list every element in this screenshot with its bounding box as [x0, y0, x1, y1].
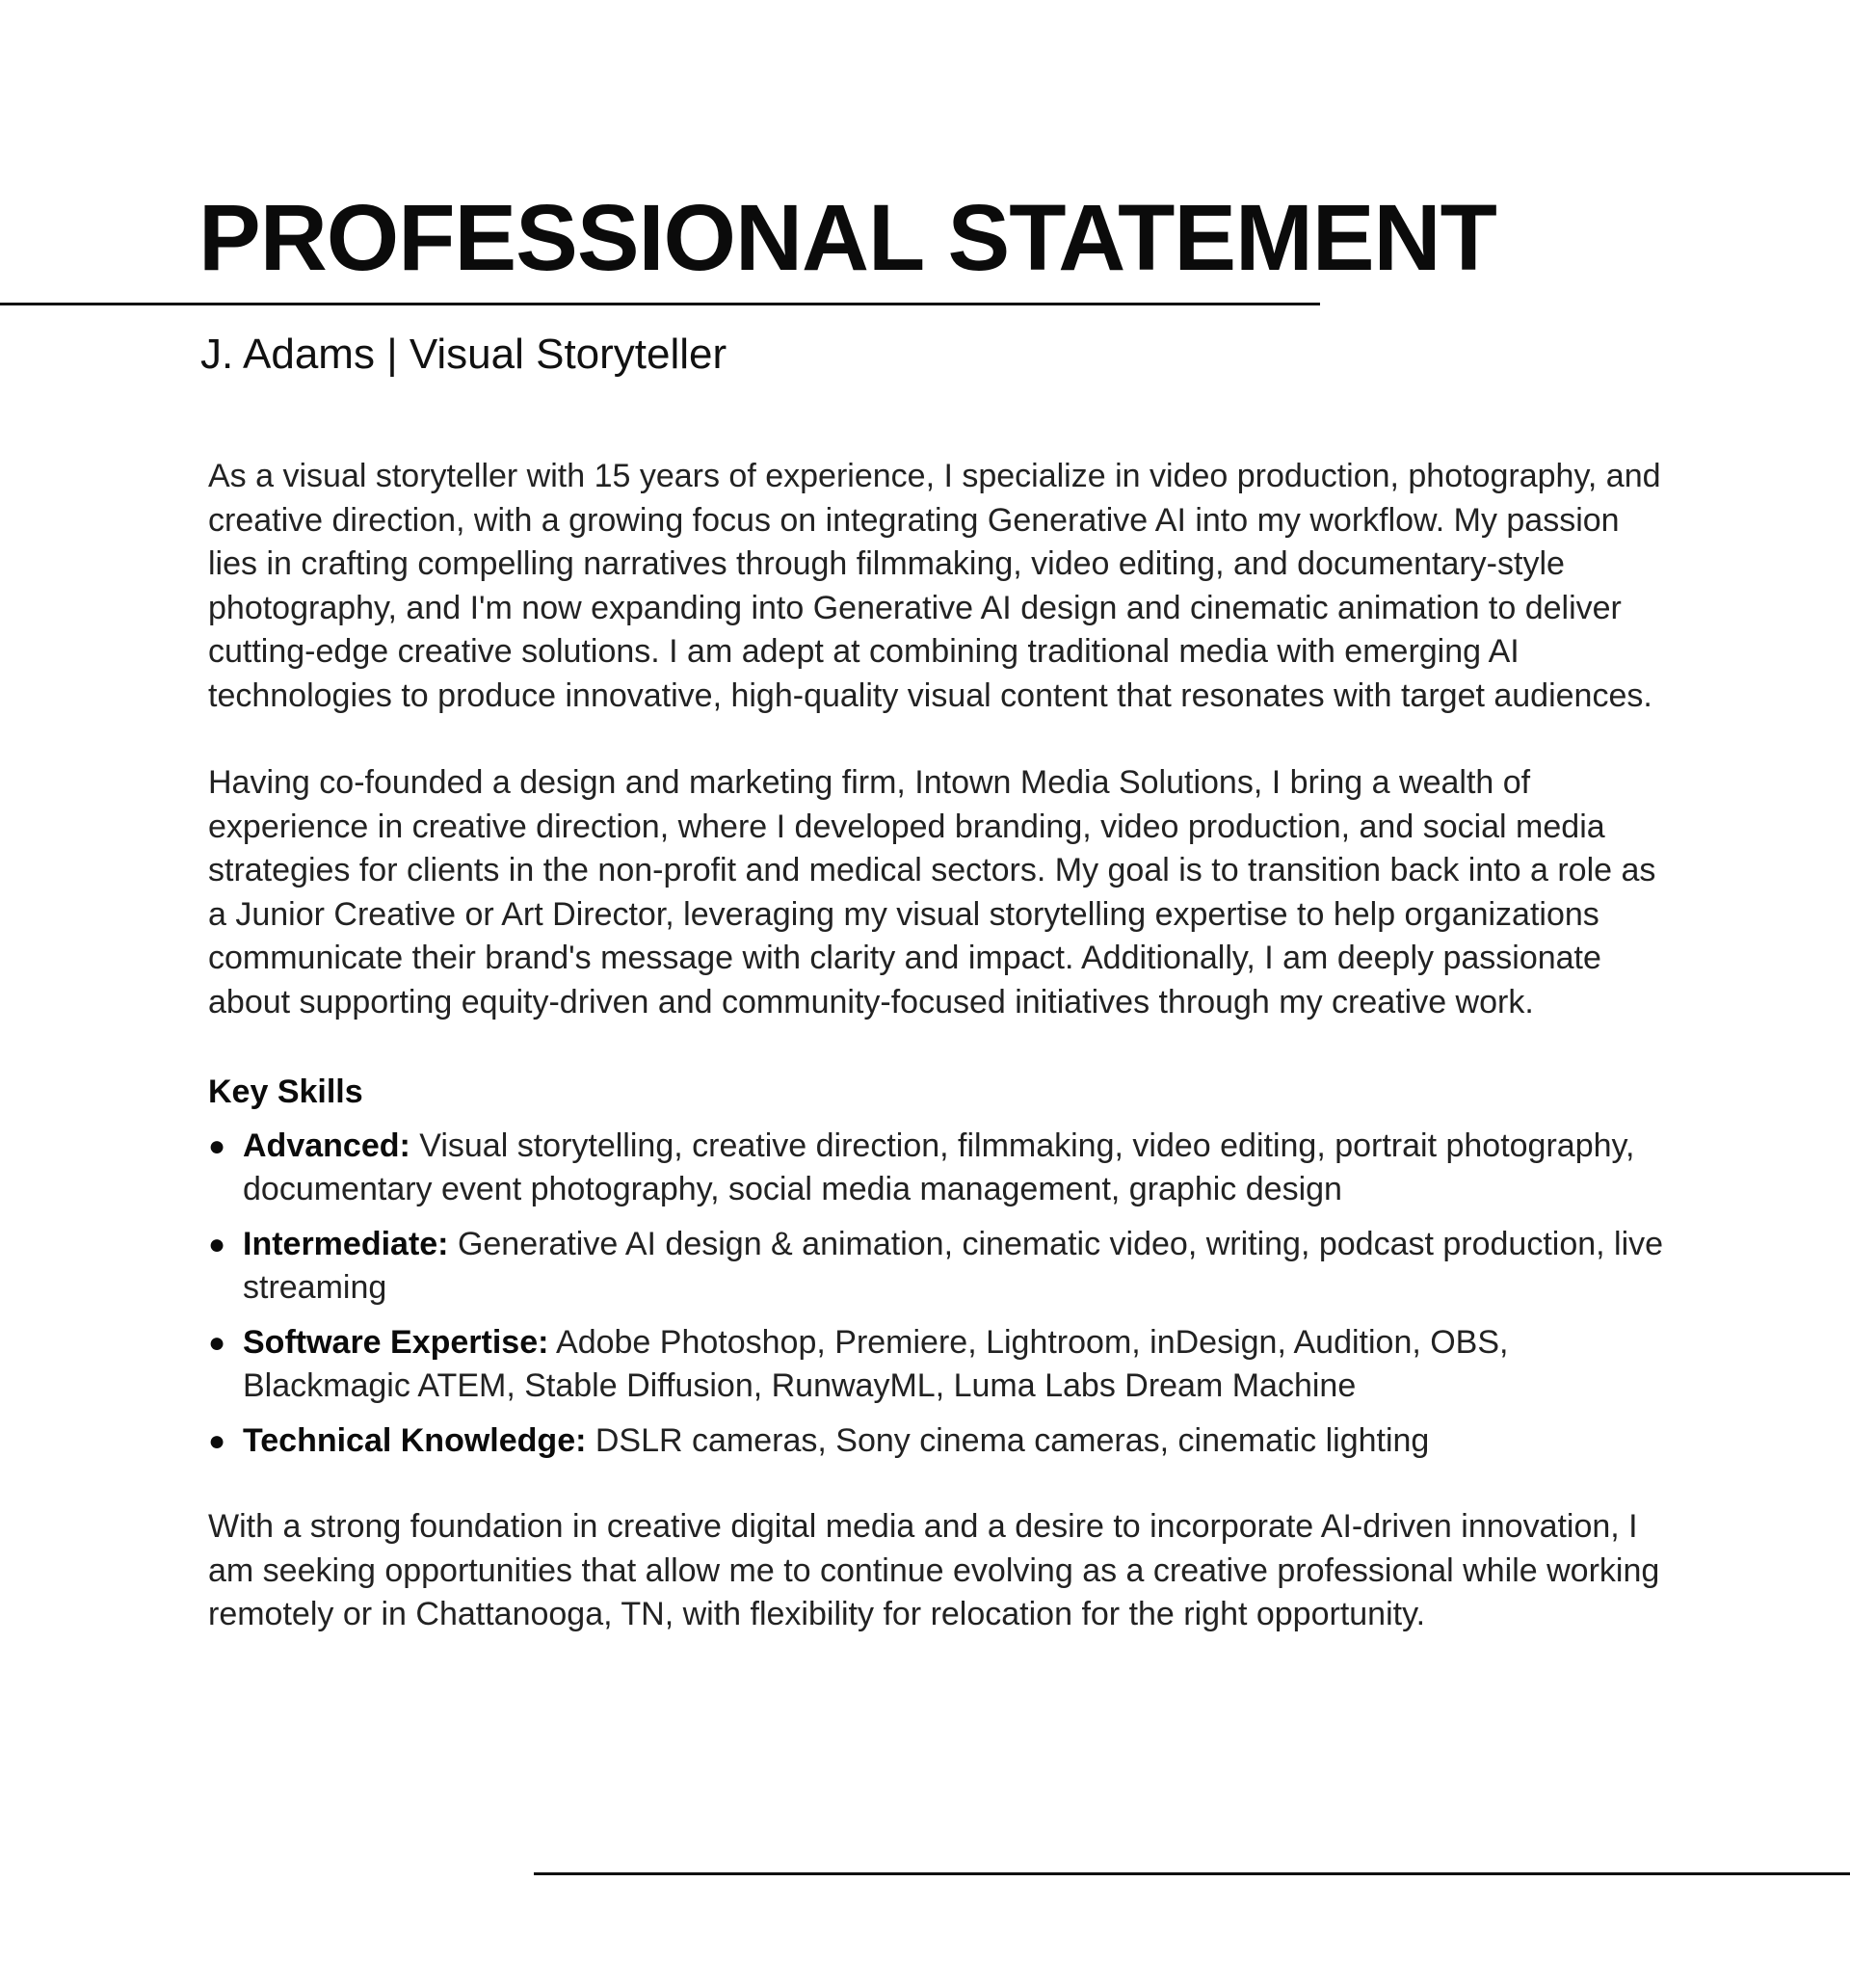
- key-skills-list: [208, 1125, 1673, 1464]
- skill-text: Adobe Photoshop, Premiere, Lightroom, inDesign, Audition, OBS, Blackmagic ATEM, Stable Diffusion, RunwayML, Luma Labs Dream Machine: [243, 1323, 1509, 1404]
- bullet-icon: ●: [208, 1228, 226, 1260]
- skill-label: Advanced:: [243, 1127, 410, 1164]
- skill-item-technical-knowledge: [208, 1419, 1673, 1464]
- skill-item-software-expertise: [208, 1321, 1673, 1409]
- statement-paragraph-2: Having co-founded a design and marketing firm, Intown Media Solutions, I bring a wealth of experience in creative direction, where I developed branding, video production, and social media strategies for clients in the non-profit and medical sectors. My goal is to transition back into a role as a Junior Creative or Art Director, leveraging my visual storytelling expertise to help organizations communicate their brand's message with clarity and impact. Additionally, I am deeply passionate about supporting equity-driven and community-focused initiatives through my creative work.: [208, 764, 1656, 1021]
- closing-paragraph: With a strong foundation in creative digital media and a desire to incorporate AI-driven innovation, I am seeking opportunities that allow me to continue evolving as a creative professional while working remotely or in Chattanooga, TN, with flexibility for relocation for the right opportunity.: [208, 1508, 1660, 1632]
- statement-paragraph-1: As a visual storyteller with 15 years of experience, I specialize in video production, photography, and creative direction, with a growing focus on integrating Generative AI into my workflow. My passion lies in crafting compelling narratives through filmmaking, video editing, and documentary-style photography, and I'm now expanding into Generative AI design and cinematic animation to deliver cutting-edge creative solutions. I am adept at combining traditional media with emerging AI technologies to produce innovative, high-quality visual content that resonates with target audiences.: [208, 458, 1661, 714]
- page-title: PROFESSIONAL STATEMENT: [198, 185, 1496, 290]
- skill-text: Visual storytelling, creative direction, filmmaking, video editing, portrait photography, documentary event photography, social media management, graphic design: [243, 1127, 1635, 1207]
- bottom-divider: [534, 1872, 1850, 1875]
- skill-label: Intermediate:: [243, 1225, 449, 1262]
- skill-text: DSLR cameras, Sony cinema cameras, cinematic lighting: [595, 1421, 1430, 1459]
- bullet-icon: ●: [208, 1424, 226, 1457]
- statement-body: [208, 455, 1673, 1637]
- bullet-icon: ●: [208, 1326, 226, 1359]
- skill-text: Generative AI design & animation, cinematic video, writing, podcast production, live streaming: [243, 1225, 1664, 1306]
- skill-label: Software Expertise:: [243, 1323, 549, 1361]
- bullet-icon: ●: [208, 1129, 226, 1162]
- top-divider: [0, 303, 1320, 305]
- key-skills-heading: Key Skills: [208, 1074, 363, 1110]
- author-subtitle: J. Adams | Visual Storyteller: [200, 331, 727, 378]
- skill-label: Technical Knowledge:: [243, 1421, 587, 1459]
- skill-item-intermediate: [208, 1223, 1673, 1311]
- skill-item-advanced: [208, 1125, 1673, 1212]
